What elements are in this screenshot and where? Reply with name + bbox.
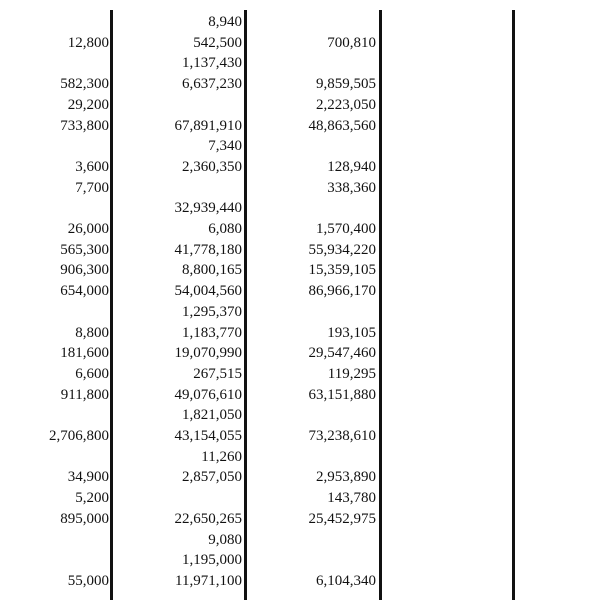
table-row (0, 426, 600, 447)
table-row (0, 364, 600, 385)
table-cell-col3 (250, 530, 376, 551)
table-cell-col1 (0, 302, 109, 323)
table-cell-col3: 2,953,890 (316, 469, 376, 486)
table-row (0, 157, 600, 178)
table-cell-col1 (0, 53, 109, 74)
table-cell-col3: 2,223,050 (316, 96, 376, 113)
table-cell-col3: 1,570,400 (316, 221, 376, 237)
table-cell-col2: 9,080 (208, 531, 242, 548)
table-cell-col2: 8,940 (208, 14, 242, 30)
table-cell-col1: 8,800 (75, 324, 109, 341)
table-cell-col1: 3,600 (75, 158, 109, 175)
table-cell-col2 (120, 95, 242, 116)
table-cell-col1: 7,700 (75, 179, 109, 196)
table-cell-col1: 565,300 (60, 241, 109, 258)
table-row (0, 343, 600, 364)
table-cell-col2: 54,004,560 (174, 283, 242, 300)
table-cell-col3: 193,105 (327, 324, 376, 341)
table-row (0, 12, 600, 33)
table-cell-col2: 8,800,165 (182, 262, 242, 279)
table-row (0, 550, 600, 571)
table-row (0, 178, 600, 199)
table-cell-col2: 2,857,050 (182, 469, 242, 486)
table-cell-col1: 906,300 (60, 262, 109, 279)
table-cell-col2: 1,295,370 (182, 303, 242, 320)
table-cell-col1: 582,300 (60, 76, 109, 93)
table-cell-col3: 55,934,220 (308, 241, 376, 258)
table-row (0, 302, 600, 323)
table-cell-col3 (250, 405, 376, 426)
table-cell-col3 (250, 12, 376, 33)
table-row (0, 530, 600, 551)
table-cell-col3 (250, 550, 376, 571)
table-cell-col2: 19,070,990 (174, 345, 242, 362)
table-row (0, 240, 600, 261)
table-row (0, 33, 600, 54)
table-cell-col2: 2,360,350 (182, 158, 242, 175)
table-cell-col1: 12,800 (67, 34, 109, 51)
table-row (0, 136, 600, 157)
table-row (0, 116, 600, 137)
table-cell-col3: 6,104,340 (316, 572, 376, 589)
table-cell-col1 (0, 550, 109, 571)
table-cell-col2: 6,080 (208, 221, 242, 237)
table-cell-col3: 86,966,170 (308, 283, 376, 300)
table-cell-col3: 29,547,460 (308, 345, 376, 362)
table-cell-col2: 49,076,610 (174, 386, 242, 403)
table-row (0, 405, 600, 426)
table-cell-col3 (250, 53, 376, 74)
table-cell-col3: 700,810 (327, 34, 376, 51)
table-cell-col2: 32,939,440 (174, 200, 242, 217)
table-row (0, 74, 600, 95)
table-cell-col3: 63,151,880 (308, 386, 376, 403)
table-cell-col3 (250, 447, 376, 468)
table-cell-col1: 911,800 (60, 386, 109, 403)
table-cell-col2: 267,515 (193, 365, 242, 382)
table-cell-col3 (250, 302, 376, 323)
table-cell-col3 (250, 198, 376, 219)
table-cell-col2 (120, 178, 242, 199)
table-cell-col1: 2,706,800 (49, 428, 109, 444)
table-cell-col1: 181,600 (60, 345, 109, 362)
table-cell-col3: 143,780 (327, 490, 376, 507)
table-row (0, 281, 600, 302)
table-row (0, 323, 600, 344)
table-row (0, 467, 600, 488)
table-cell-col3 (250, 136, 376, 157)
table-cell-col2: 11,971,100 (175, 572, 242, 589)
table-cell-col2: 41,778,180 (174, 241, 242, 258)
table-cell-col3: 73,238,610 (308, 428, 376, 444)
table-cell-col3: 25,452,975 (308, 510, 376, 527)
table-cell-col2: 1,195,000 (182, 552, 242, 569)
table-cell-col1: 34,900 (67, 469, 109, 486)
table-cell-col2: 67,891,910 (174, 117, 242, 134)
table-cell-col1: 29,200 (67, 96, 109, 113)
table-cell-col1 (0, 136, 109, 157)
table-cell-col2 (120, 488, 242, 509)
table-cell-col1 (0, 447, 109, 468)
table-row (0, 571, 600, 592)
table-row (0, 198, 600, 219)
table-cell-col2: 1,137,430 (182, 55, 242, 72)
table-row (0, 95, 600, 116)
table-cell-col1: 5,200 (75, 490, 109, 507)
table-cell-col2: 542,500 (193, 34, 242, 51)
table-cell-col2: 43,154,055 (174, 428, 242, 444)
table-cell-col1: 654,000 (60, 283, 109, 300)
table-row (0, 509, 600, 530)
table-cell-col3: 128,940 (327, 158, 376, 175)
table-cell-col2: 6,637,230 (182, 76, 242, 93)
table-row (0, 53, 600, 74)
table-cell-col3: 119,295 (327, 365, 376, 382)
table-row (0, 447, 600, 468)
table-cell-col1 (0, 405, 109, 426)
table-cell-col2: 7,340 (208, 138, 242, 155)
table-cell-col2: 1,183,770 (182, 324, 242, 341)
table-cell-col3: 9,859,505 (316, 76, 376, 93)
table-cell-col1: 895,000 (60, 510, 109, 527)
table-cell-col2: 22,650,265 (174, 510, 242, 527)
table-cell-col1: 55,000 (67, 572, 109, 589)
table-cell-col1 (0, 12, 109, 33)
table-cell-col1: 26,000 (67, 221, 109, 237)
table-row (0, 219, 600, 240)
table-cell-col2: 11,260 (201, 448, 242, 465)
table-row (0, 385, 600, 406)
table-cell-col1: 6,600 (75, 365, 109, 382)
table-cell-col3: 338,360 (327, 179, 376, 196)
table-cell-col1: 733,800 (60, 117, 109, 134)
table-row (0, 488, 600, 509)
table-cell-col1 (0, 198, 109, 219)
table-cell-col3: 15,359,105 (308, 262, 376, 279)
table-cell-col1 (0, 530, 109, 551)
table-cell-col3: 48,863,560 (308, 117, 376, 134)
table-row (0, 260, 600, 281)
table-cell-col2: 1,821,050 (182, 407, 242, 424)
